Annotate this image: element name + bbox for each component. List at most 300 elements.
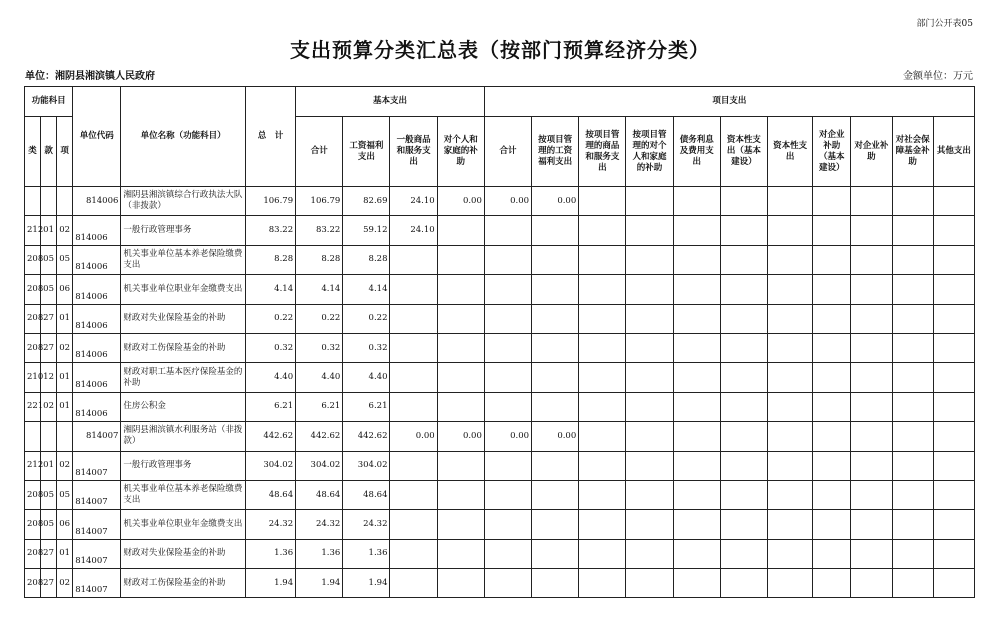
- cell-amount: [579, 245, 626, 274]
- cell-amount: [579, 363, 626, 392]
- cell-amount: [579, 539, 626, 568]
- cell-amount: [768, 245, 813, 274]
- cell-xiang: 01: [57, 304, 73, 333]
- cell-unit-name: 财政对失业保险基金的补助: [121, 304, 246, 333]
- cell-amount: [768, 510, 813, 539]
- cell-unit-code: 814006: [73, 216, 121, 245]
- cell-xiang: 01: [57, 392, 73, 421]
- unit-label: 单位：湘阴县湘滨镇人民政府: [25, 71, 155, 82]
- header-basic-sub-3: 对个人和家庭的补助: [437, 117, 484, 187]
- cell-amount: [626, 569, 673, 598]
- cell-amount: [484, 392, 531, 421]
- cell-amount: [579, 304, 626, 333]
- cell-amount: 1.94: [343, 569, 390, 598]
- cell-amount: [720, 187, 767, 216]
- cell-amount: [532, 216, 579, 245]
- cell-amount: [437, 392, 484, 421]
- cell-amount: 6.21: [245, 392, 295, 421]
- cell-amount: [532, 392, 579, 421]
- cell-kuan: 27: [41, 569, 57, 598]
- table-row: [25, 480, 975, 509]
- cell-xiang: [57, 422, 73, 451]
- cell-lei: 212: [25, 216, 41, 245]
- cell-xiang: [57, 187, 73, 216]
- cell-amount: [626, 451, 673, 480]
- cell-amount: 0.22: [296, 304, 343, 333]
- cell-xiang: 02: [57, 216, 73, 245]
- cell-lei: 210: [25, 363, 41, 392]
- cell-amount: [532, 539, 579, 568]
- cell-amount: 304.02: [245, 451, 295, 480]
- cell-amount: [626, 245, 673, 274]
- cell-amount: 4.40: [245, 363, 295, 392]
- cell-amount: [437, 539, 484, 568]
- cell-amount: [768, 539, 813, 568]
- cell-amount: 1.36: [245, 539, 295, 568]
- cell-unit-code: 814006: [73, 245, 121, 274]
- cell-amount: [851, 480, 892, 509]
- cell-amount: 83.22: [296, 216, 343, 245]
- header-xiang: 项: [57, 117, 73, 187]
- cell-xiang: 06: [57, 510, 73, 539]
- cell-lei: [25, 422, 41, 451]
- cell-amount: 4.14: [343, 275, 390, 304]
- cell-kuan: 12: [41, 363, 57, 392]
- cell-amount: [933, 392, 974, 421]
- cell-xiang: 02: [57, 451, 73, 480]
- cell-kuan: 02: [41, 392, 57, 421]
- expenditure-table: [24, 86, 975, 598]
- cell-amount: [626, 539, 673, 568]
- cell-amount: [933, 216, 974, 245]
- cell-amount: [532, 363, 579, 392]
- cell-amount: [851, 245, 892, 274]
- cell-lei: 208: [25, 275, 41, 304]
- cell-amount: [484, 333, 531, 362]
- cell-amount: 304.02: [343, 451, 390, 480]
- header-project-sub-6: 资本性支出: [768, 117, 813, 187]
- cell-amount: [390, 539, 437, 568]
- cell-amount: [813, 333, 851, 362]
- cell-amount: [390, 392, 437, 421]
- header-project-sub-0: 合计: [484, 117, 531, 187]
- cell-amount: [851, 451, 892, 480]
- cell-amount: 0.22: [343, 304, 390, 333]
- cell-amount: [579, 451, 626, 480]
- cell-amount: [626, 392, 673, 421]
- cell-amount: [768, 480, 813, 509]
- cell-amount: 82.69: [343, 187, 390, 216]
- table-row: [25, 304, 975, 333]
- cell-xiang: 05: [57, 245, 73, 274]
- cell-kuan: 27: [41, 539, 57, 568]
- cell-amount: [579, 187, 626, 216]
- cell-amount: [813, 422, 851, 451]
- cell-amount: [720, 451, 767, 480]
- cell-amount: [851, 304, 892, 333]
- cell-amount: 0.32: [245, 333, 295, 362]
- cell-amount: [720, 245, 767, 274]
- cell-amount: [851, 392, 892, 421]
- cell-lei: 212: [25, 451, 41, 480]
- cell-unit-name: 湘阴县湘滨镇综合行政执法大队（非拨款）: [121, 187, 246, 216]
- table-row-unit: [25, 422, 975, 451]
- cell-amount: [813, 275, 851, 304]
- cell-amount: 4.40: [343, 363, 390, 392]
- cell-unit-name: 湘阴县湘滨镇水利服务站（非拨款）: [121, 422, 246, 451]
- cell-amount: [851, 422, 892, 451]
- cell-amount: [437, 275, 484, 304]
- cell-amount: [933, 451, 974, 480]
- header-project-expenditure: 项目支出: [484, 87, 974, 117]
- cell-amount: [532, 451, 579, 480]
- cell-amount: 1.94: [296, 569, 343, 598]
- cell-amount: 24.32: [296, 510, 343, 539]
- cell-amount: [579, 392, 626, 421]
- cell-amount: [673, 363, 720, 392]
- cell-amount: [813, 539, 851, 568]
- header-basic-sub-2: 一般商品和服务支出: [390, 117, 437, 187]
- cell-amount: [437, 304, 484, 333]
- cell-unit-code: 814006: [73, 363, 121, 392]
- cell-amount: 0.32: [296, 333, 343, 362]
- cell-amount: [813, 451, 851, 480]
- cell-amount: [720, 363, 767, 392]
- cell-amount: 1.94: [245, 569, 295, 598]
- cell-amount: [892, 539, 933, 568]
- cell-kuan: [41, 422, 57, 451]
- cell-unit-name: 机关事业单位基本养老保险缴费支出: [121, 480, 246, 509]
- cell-unit-name: 一般行政管理事务: [121, 216, 246, 245]
- cell-amount: [390, 363, 437, 392]
- cell-amount: [851, 187, 892, 216]
- cell-unit-code: 814006: [73, 333, 121, 362]
- cell-amount: [579, 510, 626, 539]
- table-row: [25, 245, 975, 274]
- header-project-sub-2: 按项目管理的商品和服务支出: [579, 117, 626, 187]
- cell-amount: [933, 275, 974, 304]
- cell-amount: [720, 539, 767, 568]
- cell-xiang: 02: [57, 569, 73, 598]
- table-row: [25, 363, 975, 392]
- cell-amount: [626, 187, 673, 216]
- cell-lei: 208: [25, 510, 41, 539]
- cell-amount: [851, 539, 892, 568]
- cell-amount: [851, 333, 892, 362]
- cell-amount: [437, 363, 484, 392]
- table-row: [25, 333, 975, 362]
- cell-amount: [892, 422, 933, 451]
- cell-xiang: 06: [57, 275, 73, 304]
- cell-amount: [484, 216, 531, 245]
- cell-lei: 208: [25, 245, 41, 274]
- table-row: [25, 392, 975, 421]
- cell-unit-name: 住房公积金: [121, 392, 246, 421]
- cell-amount: 4.40: [296, 363, 343, 392]
- table-row: [25, 216, 975, 245]
- cell-amount: [626, 333, 673, 362]
- cell-amount: [768, 187, 813, 216]
- cell-amount: 106.79: [245, 187, 295, 216]
- cell-amount: 0.32: [343, 333, 390, 362]
- cell-kuan: 05: [41, 275, 57, 304]
- cell-amount: 442.62: [343, 422, 390, 451]
- cell-amount: 59.12: [343, 216, 390, 245]
- cell-amount: [673, 275, 720, 304]
- cell-unit-code: 814007: [73, 451, 121, 480]
- cell-amount: [673, 333, 720, 362]
- header-project-sub-8: 对企业补助: [851, 117, 892, 187]
- cell-amount: 0.00: [532, 187, 579, 216]
- cell-amount: [437, 245, 484, 274]
- cell-amount: 6.21: [296, 392, 343, 421]
- cell-amount: [933, 539, 974, 568]
- cell-amount: [437, 510, 484, 539]
- cell-amount: [673, 569, 720, 598]
- cell-amount: [720, 275, 767, 304]
- table-row: [25, 539, 975, 568]
- cell-kuan: 05: [41, 245, 57, 274]
- cell-amount: [851, 569, 892, 598]
- cell-amount: [892, 245, 933, 274]
- cell-unit-code: 814007: [73, 422, 121, 451]
- cell-amount: [933, 363, 974, 392]
- header-total: 总 计: [245, 87, 295, 187]
- cell-amount: 48.64: [296, 480, 343, 509]
- cell-amount: [673, 187, 720, 216]
- cell-amount: [768, 392, 813, 421]
- cell-amount: [390, 275, 437, 304]
- cell-amount: 0.00: [437, 422, 484, 451]
- header-func-subject: 功能科目: [25, 87, 73, 117]
- table-row: [25, 569, 975, 598]
- cell-amount: [532, 510, 579, 539]
- cell-amount: [673, 480, 720, 509]
- cell-lei: [25, 187, 41, 216]
- cell-amount: 442.62: [296, 422, 343, 451]
- page-title: 支出预算分类汇总表（按部门预算经济分类）: [290, 38, 710, 62]
- cell-amount: 83.22: [245, 216, 295, 245]
- cell-kuan: 05: [41, 480, 57, 509]
- cell-amount: [892, 569, 933, 598]
- cell-amount: 24.32: [343, 510, 390, 539]
- cell-amount: [892, 510, 933, 539]
- cell-unit-name: 一般行政管理事务: [121, 451, 246, 480]
- cell-lei: 208: [25, 304, 41, 333]
- cell-amount: [933, 333, 974, 362]
- cell-amount: 1.36: [296, 539, 343, 568]
- cell-amount: [484, 304, 531, 333]
- cell-amount: [673, 245, 720, 274]
- cell-amount: [484, 363, 531, 392]
- header-basic-expenditure: 基本支出: [296, 87, 485, 117]
- cell-amount: [892, 451, 933, 480]
- cell-amount: [813, 216, 851, 245]
- cell-amount: 304.02: [296, 451, 343, 480]
- cell-amount: [579, 480, 626, 509]
- header-project-sub-4: 债务利息及费用支出: [673, 117, 720, 187]
- cell-amount: [768, 333, 813, 362]
- cell-amount: [720, 304, 767, 333]
- cell-amount: [768, 422, 813, 451]
- cell-amount: [813, 245, 851, 274]
- cell-amount: [933, 304, 974, 333]
- cell-amount: [390, 510, 437, 539]
- cell-lei: 208: [25, 539, 41, 568]
- cell-amount: [768, 216, 813, 245]
- cell-lei: 208: [25, 333, 41, 362]
- cell-amount: [532, 275, 579, 304]
- cell-amount: [892, 187, 933, 216]
- cell-amount: [579, 569, 626, 598]
- cell-amount: [484, 451, 531, 480]
- cell-amount: 0.22: [245, 304, 295, 333]
- cell-amount: [484, 539, 531, 568]
- cell-amount: 24.10: [390, 216, 437, 245]
- header-lei: 类: [25, 117, 41, 187]
- cell-amount: [851, 216, 892, 245]
- header-basic-sub-0: 合计: [296, 117, 343, 187]
- cell-kuan: 27: [41, 304, 57, 333]
- cell-unit-code: 814007: [73, 480, 121, 509]
- cell-lei: 208: [25, 480, 41, 509]
- cell-amount: [484, 245, 531, 274]
- cell-amount: 6.21: [343, 392, 390, 421]
- cell-amount: [892, 304, 933, 333]
- header-project-sub-9: 对社会保障基金补助: [892, 117, 933, 187]
- cell-amount: [390, 245, 437, 274]
- cell-amount: 106.79: [296, 187, 343, 216]
- cell-amount: [532, 245, 579, 274]
- cell-amount: [933, 422, 974, 451]
- amount-unit-label: 金额单位：万元: [903, 71, 973, 82]
- cell-amount: [933, 510, 974, 539]
- header-unit-name: 单位名称（功能科目）: [121, 87, 246, 187]
- cell-amount: 4.14: [296, 275, 343, 304]
- cell-amount: [720, 392, 767, 421]
- cell-amount: 8.28: [245, 245, 295, 274]
- cell-amount: 0.00: [437, 187, 484, 216]
- cell-amount: [720, 480, 767, 509]
- cell-amount: [579, 216, 626, 245]
- cell-amount: 8.28: [296, 245, 343, 274]
- cell-amount: 24.10: [390, 187, 437, 216]
- cell-unit-code: 814006: [73, 187, 121, 216]
- table-number-label: 部门公开表05: [916, 19, 973, 29]
- cell-xiang: 02: [57, 333, 73, 362]
- cell-amount: [673, 539, 720, 568]
- cell-amount: [720, 333, 767, 362]
- cell-kuan: [41, 187, 57, 216]
- cell-amount: 442.62: [245, 422, 295, 451]
- cell-amount: [390, 333, 437, 362]
- cell-unit-code: 814007: [73, 510, 121, 539]
- header-project-sub-10: 其他支出: [933, 117, 974, 187]
- cell-amount: [768, 304, 813, 333]
- cell-amount: [532, 333, 579, 362]
- table-row-unit: [25, 187, 975, 216]
- cell-amount: [390, 480, 437, 509]
- cell-amount: [720, 216, 767, 245]
- cell-amount: [532, 569, 579, 598]
- cell-amount: [933, 480, 974, 509]
- cell-amount: [768, 569, 813, 598]
- table-row: [25, 275, 975, 304]
- cell-amount: [626, 510, 673, 539]
- cell-amount: [626, 275, 673, 304]
- cell-amount: [484, 275, 531, 304]
- cell-amount: [579, 275, 626, 304]
- cell-amount: 0.00: [484, 187, 531, 216]
- cell-unit-code: 814006: [73, 304, 121, 333]
- cell-amount: [813, 480, 851, 509]
- cell-unit-code: 814006: [73, 392, 121, 421]
- cell-amount: [626, 480, 673, 509]
- cell-amount: [851, 363, 892, 392]
- header-unit-code: 单位代码: [73, 87, 121, 187]
- cell-amount: [626, 216, 673, 245]
- cell-amount: [437, 216, 484, 245]
- cell-amount: [579, 422, 626, 451]
- cell-amount: [390, 569, 437, 598]
- cell-unit-code: 814006: [73, 275, 121, 304]
- cell-amount: [673, 451, 720, 480]
- cell-amount: [933, 245, 974, 274]
- cell-kuan: 27: [41, 333, 57, 362]
- cell-amount: [892, 392, 933, 421]
- header-project-sub-3: 按项目管理的对个人和家庭的补助: [626, 117, 673, 187]
- cell-amount: [768, 451, 813, 480]
- cell-lei: 221: [25, 392, 41, 421]
- cell-amount: [851, 275, 892, 304]
- cell-amount: [673, 304, 720, 333]
- cell-amount: [484, 510, 531, 539]
- cell-amount: [579, 333, 626, 362]
- cell-amount: [813, 510, 851, 539]
- cell-amount: [892, 216, 933, 245]
- cell-unit-code: 814007: [73, 569, 121, 598]
- cell-amount: [532, 480, 579, 509]
- cell-xiang: 01: [57, 363, 73, 392]
- cell-amount: 24.32: [245, 510, 295, 539]
- cell-amount: [892, 480, 933, 509]
- header-kuan: 款: [41, 117, 57, 187]
- cell-amount: 48.64: [343, 480, 390, 509]
- cell-amount: [813, 187, 851, 216]
- cell-amount: [437, 569, 484, 598]
- cell-amount: [720, 569, 767, 598]
- cell-amount: [813, 304, 851, 333]
- cell-amount: [813, 363, 851, 392]
- cell-unit-name: 财政对失业保险基金的补助: [121, 539, 246, 568]
- cell-amount: [892, 363, 933, 392]
- cell-amount: [851, 510, 892, 539]
- cell-xiang: 05: [57, 480, 73, 509]
- cell-amount: [390, 451, 437, 480]
- cell-xiang: 01: [57, 539, 73, 568]
- cell-amount: [813, 392, 851, 421]
- cell-kuan: 01: [41, 216, 57, 245]
- cell-amount: [892, 275, 933, 304]
- cell-amount: [390, 304, 437, 333]
- cell-amount: 1.36: [343, 539, 390, 568]
- cell-amount: 0.00: [532, 422, 579, 451]
- cell-amount: [892, 333, 933, 362]
- cell-unit-name: 财政对职工基本医疗保险基金的补助: [121, 363, 246, 392]
- cell-amount: 48.64: [245, 480, 295, 509]
- cell-amount: [484, 480, 531, 509]
- cell-kuan: 01: [41, 451, 57, 480]
